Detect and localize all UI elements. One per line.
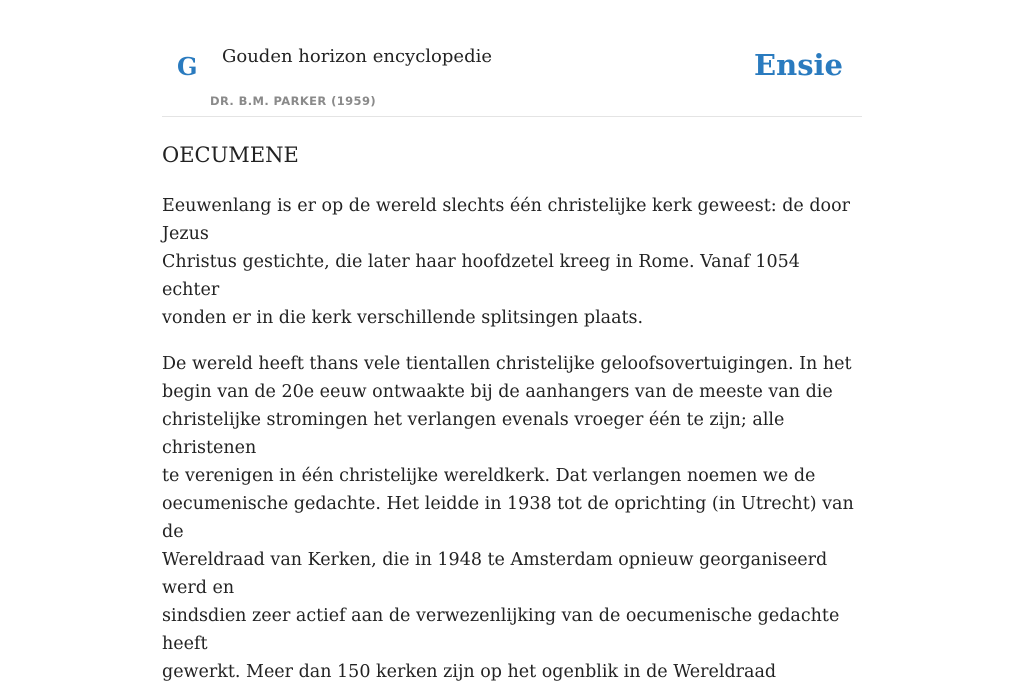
book-title[interactable]: Gouden horizon encyclopedie bbox=[222, 46, 492, 67]
ensie-logo-link[interactable]: Ensie bbox=[754, 48, 843, 82]
book-header bbox=[162, 0, 862, 117]
entry-title: OECUMENE bbox=[162, 143, 299, 167]
book-logo-letter: G bbox=[177, 52, 198, 81]
book-author: DR. B.M. PARKER (1959) bbox=[210, 94, 377, 108]
article bbox=[162, 140, 862, 686]
article-paragraph-2: De wereld heeft thans vele tientallen christelijke geloofsovertuigingen. In het begin van de 20e eeuw ontwaakte bij de aanhangers van de meeste van die christelijke stromingen het verlangen evenals vroeger één te zijn; alle christenen te verenigen in één christelijke wereldkerk. Dat verlangen noemen we de oecumenische gedachte. Het leidde in 1938 tot de oprichting (in Utrecht) van de Wereldraad van Kerken, die in 1948 te Amsterdam opnieuw georganiseerd werd en sindsdien zeer actief aan de verwezenlijking van de oecumenische gedachte heeft gewerkt. Meer dan 150 kerken zijn op het ogenblik in de Wereldraad bbox=[162, 354, 854, 682]
article-paragraph-1: Eeuwenlang is er op de wereld slechts één christelijke kerk geweest: de door Jezus Christus gestichte, die later haar hoofdzetel kreeg in Rome. Vanaf 1054 echter vonden er in die kerk verschillende splitsingen plaats. bbox=[162, 196, 850, 328]
